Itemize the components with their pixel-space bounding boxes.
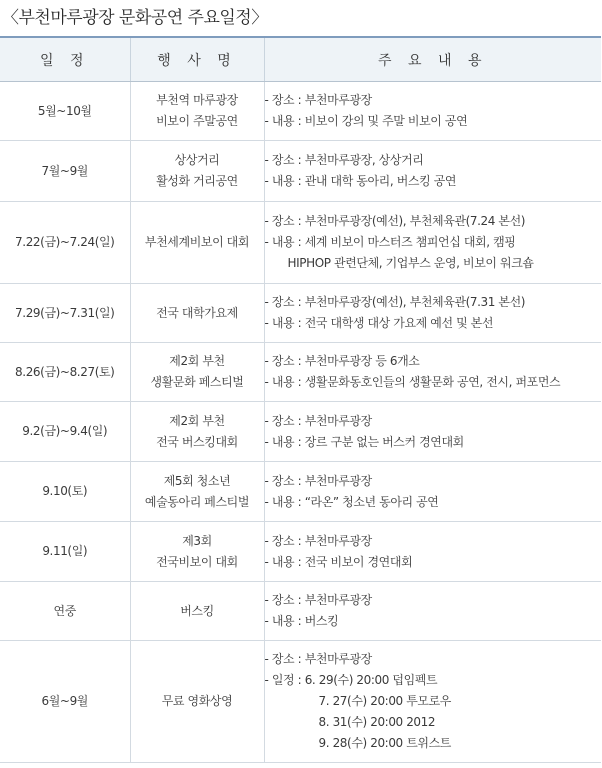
date-text: 8.26(금)~8.27(토) bbox=[15, 364, 115, 379]
date-text: 7월~9월 bbox=[41, 163, 88, 178]
event-name: 부천세계비보이 대회 bbox=[144, 235, 250, 249]
date-text: 9.11(일) bbox=[42, 544, 88, 558]
date-text: 연중 bbox=[53, 603, 76, 618]
event-cell bbox=[130, 402, 264, 462]
column-header-event: 행 사 명 bbox=[130, 37, 264, 82]
content-line: - 장소 : 부천마루광장 bbox=[264, 93, 372, 107]
table-row bbox=[0, 462, 601, 522]
date-text: 9.2(금)~9.4(일) bbox=[22, 424, 108, 438]
event-name: 무료 영화상영 bbox=[161, 694, 233, 708]
content-cell bbox=[264, 641, 601, 763]
event-name: 상상거리 bbox=[174, 153, 220, 167]
content-line: - 장소 : 부천마루광장, 상상거리 bbox=[264, 153, 424, 167]
content-line: - 내용 : 비보이 강의 및 주말 비보이 공연 bbox=[264, 114, 468, 128]
date-cell bbox=[0, 343, 130, 402]
content-cell bbox=[264, 141, 601, 202]
event-name: 활성화 거리공연 bbox=[156, 174, 238, 188]
event-cell bbox=[130, 343, 264, 402]
event-name: 제3회 bbox=[182, 533, 212, 548]
date-cell bbox=[0, 82, 130, 141]
content-cell bbox=[264, 582, 601, 641]
content-line: - 내용 : 전국 비보이 경연대회 bbox=[264, 554, 413, 569]
event-name: 생활문화 페스티벌 bbox=[150, 375, 244, 389]
date-text: 7.29(금)~7.31(일) bbox=[15, 305, 115, 320]
event-cell bbox=[130, 82, 264, 141]
event-cell bbox=[130, 522, 264, 582]
event-cell bbox=[130, 641, 264, 763]
date-cell bbox=[0, 641, 130, 763]
table-row bbox=[0, 343, 601, 402]
date-text: 5월~10월 bbox=[37, 103, 92, 118]
content-cell bbox=[264, 343, 601, 402]
content-line: - 장소 : 부천마루광장 bbox=[264, 473, 372, 488]
content-line: - 장소 : 부천마루광장 bbox=[264, 413, 372, 428]
content-cell bbox=[264, 402, 601, 462]
date-text: 6월~9월 bbox=[41, 694, 88, 708]
content-cell bbox=[264, 284, 601, 343]
content-line: - 내용 : 세계 비보이 마스터즈 챔피언십 대회, 캠핑 bbox=[264, 235, 516, 249]
content-line: HIPHOP 관련단체, 기업부스 운영, 비보이 워크숍 bbox=[287, 256, 534, 270]
content-line: 8. 31(수) 20:00 2012 bbox=[318, 715, 436, 729]
content-line: - 장소 : 부천마루광장 bbox=[264, 593, 372, 607]
column-header-date: 일 정 bbox=[0, 37, 130, 82]
content-line: - 내용 : 관내 대학 동아리, 버스킹 공연 bbox=[264, 174, 457, 188]
event-cell bbox=[130, 284, 264, 343]
table-row bbox=[0, 284, 601, 343]
content-line: 9. 28(수) 20:00 트위스트 bbox=[318, 736, 451, 750]
event-name: 부천역 마루광장 bbox=[156, 93, 238, 107]
content-line: 7. 27(수) 20:00 투모로우 bbox=[318, 694, 451, 708]
event-name: 전국 대학가요제 bbox=[156, 305, 238, 320]
event-cell bbox=[130, 582, 264, 641]
content-line: - 장소 : 부천마루광장 등 6개소 bbox=[264, 354, 420, 368]
content-line: - 장소 : 부천마루광장 bbox=[264, 652, 372, 666]
event-name: 제2회 부천 bbox=[169, 413, 225, 428]
date-cell bbox=[0, 202, 130, 284]
table-row bbox=[0, 641, 601, 763]
event-name: 비보이 주말공연 bbox=[156, 114, 238, 128]
content-cell bbox=[264, 202, 601, 284]
content-cell bbox=[264, 462, 601, 522]
event-name: 버스킹 bbox=[180, 603, 214, 618]
date-cell bbox=[0, 284, 130, 343]
content-line: - 장소 : 부천마루광장 bbox=[264, 533, 372, 548]
content-line: - 장소 : 부천마루광장(예선), 부천체육관(7.24 본선) bbox=[264, 214, 526, 228]
content-line: - 내용 : 전국 대학생 대상 가요제 예선 및 본선 bbox=[264, 316, 494, 330]
event-cell bbox=[130, 202, 264, 284]
content-line: - 일정 : 6. 29(수) 20:00 덥임펙트 bbox=[264, 673, 438, 687]
event-name: 예술동아리 페스티벌 bbox=[144, 494, 250, 509]
page-title: 〈부천마루광장 문화공연 주요일정〉 bbox=[2, 8, 268, 28]
date-cell bbox=[0, 522, 130, 582]
event-name: 제2회 부천 bbox=[169, 354, 225, 368]
content-line: - 내용 : “라온” 청소년 동아리 공연 bbox=[264, 494, 439, 509]
event-cell bbox=[130, 141, 264, 202]
table-row bbox=[0, 402, 601, 462]
content-cell bbox=[264, 522, 601, 582]
event-cell bbox=[130, 462, 264, 522]
content-line: - 내용 : 버스킹 bbox=[264, 614, 339, 628]
date-text: 9.10(토) bbox=[42, 484, 88, 498]
event-name: 전국비보이 대회 bbox=[156, 554, 238, 569]
date-cell bbox=[0, 582, 130, 641]
date-cell bbox=[0, 462, 130, 522]
content-line: - 내용 : 장르 구분 없는 버스커 경연대회 bbox=[264, 434, 464, 449]
date-cell bbox=[0, 402, 130, 462]
content-cell bbox=[264, 82, 601, 141]
schedule-table bbox=[0, 36, 601, 763]
content-line: - 내용 : 생활문화동호인들의 생활문화 공연, 전시, 퍼포먼스 bbox=[264, 375, 561, 389]
table-row bbox=[0, 141, 601, 202]
table-row bbox=[0, 82, 601, 141]
table-row bbox=[0, 522, 601, 582]
date-cell bbox=[0, 141, 130, 202]
event-name: 제5회 청소년 bbox=[163, 473, 231, 488]
column-header-content: 주 요 내 용 bbox=[264, 37, 601, 82]
table-row bbox=[0, 202, 601, 284]
content-line: - 장소 : 부천마루광장(예선), 부천체육관(7.31 본선) bbox=[264, 295, 526, 309]
event-name: 전국 버스킹대회 bbox=[156, 434, 238, 449]
table-header-row bbox=[0, 37, 601, 82]
date-text: 7.22(금)~7.24(일) bbox=[15, 235, 115, 249]
table-row bbox=[0, 582, 601, 641]
